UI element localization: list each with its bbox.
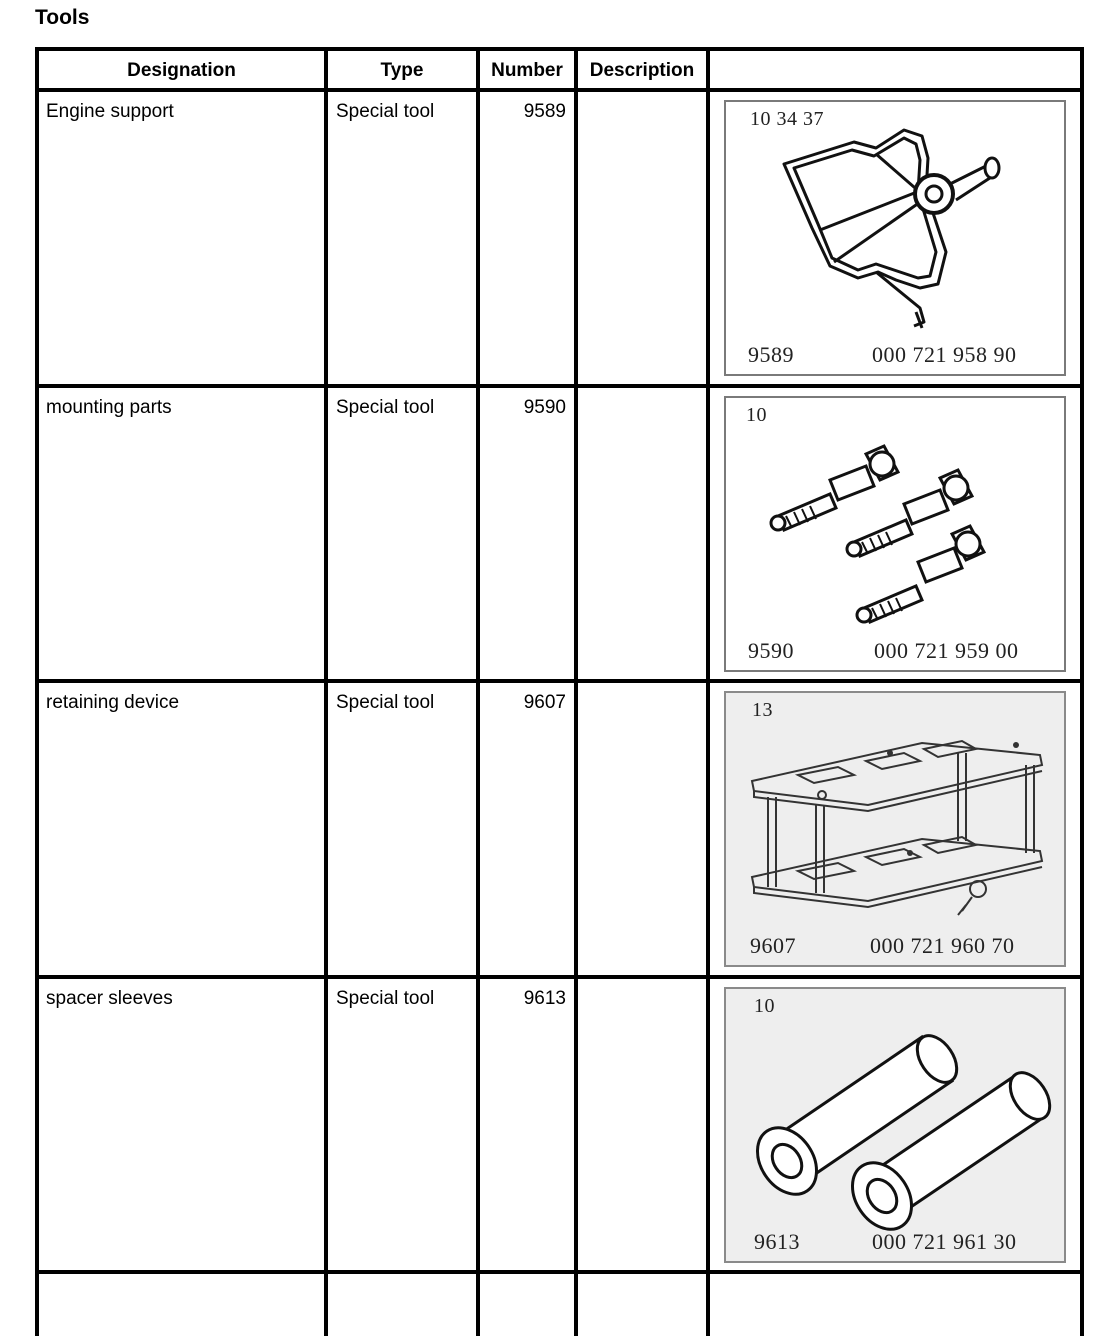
tool-figure bbox=[724, 691, 1066, 967]
type-cell: Special tool bbox=[336, 397, 435, 418]
column-divider bbox=[324, 47, 328, 1336]
engine-support-drawing bbox=[726, 102, 1064, 374]
retaining-device-drawing bbox=[726, 693, 1064, 965]
type-cell: Special tool bbox=[336, 988, 435, 1009]
designation-cell: spacer sleeves bbox=[46, 988, 173, 1009]
page-title: Tools bbox=[35, 6, 90, 29]
figure-reference: 13 bbox=[752, 699, 773, 721]
figure-reference: 10 bbox=[746, 404, 767, 426]
row-divider bbox=[35, 1270, 1084, 1274]
row-divider bbox=[35, 975, 1084, 979]
figure-reference: 10 34 37 bbox=[750, 108, 824, 130]
figure-tool-number: 9589 bbox=[748, 342, 794, 367]
figure-part-number: 000 721 961 30 bbox=[872, 1229, 1017, 1254]
row-divider bbox=[35, 679, 1084, 683]
spacer-sleeves-drawing bbox=[726, 989, 1064, 1261]
number-cell: 9613 bbox=[523, 988, 566, 1009]
number-cell: 9607 bbox=[523, 692, 566, 713]
tool-figure bbox=[724, 100, 1066, 376]
designation-cell: Engine support bbox=[46, 101, 174, 122]
designation-cell: mounting parts bbox=[46, 397, 172, 418]
figure-part-number: 000 721 959 00 bbox=[874, 638, 1019, 663]
table-border-right bbox=[1080, 47, 1084, 1336]
header-description: Description bbox=[589, 60, 695, 81]
figure-reference: 10 bbox=[754, 995, 775, 1017]
figure-tool-number: 9590 bbox=[748, 638, 794, 663]
tools-table bbox=[35, 47, 1084, 1336]
column-divider bbox=[706, 47, 710, 1336]
figure-part-number: 000 721 958 90 bbox=[872, 342, 1017, 367]
header-type: Type bbox=[380, 60, 424, 81]
type-cell: Special tool bbox=[336, 692, 435, 713]
figure-tool-number: 9607 bbox=[750, 933, 796, 958]
header-image bbox=[710, 51, 1080, 91]
table-border-left bbox=[35, 47, 39, 1336]
header-number: Number bbox=[491, 60, 563, 81]
mounting-parts-drawing bbox=[726, 398, 1064, 670]
figure-part-number: 000 721 960 70 bbox=[870, 933, 1015, 958]
header-designation: Designation bbox=[127, 60, 236, 81]
type-cell: Special tool bbox=[336, 101, 435, 122]
designation-cell: retaining device bbox=[46, 692, 180, 713]
row-divider bbox=[35, 384, 1084, 388]
number-cell: 9589 bbox=[523, 101, 566, 122]
tool-figure bbox=[724, 987, 1066, 1263]
figure-tool-number: 9613 bbox=[754, 1229, 800, 1254]
tool-figure bbox=[724, 396, 1066, 672]
number-cell: 9590 bbox=[523, 397, 566, 418]
column-divider bbox=[476, 47, 480, 1336]
column-divider bbox=[574, 47, 578, 1336]
